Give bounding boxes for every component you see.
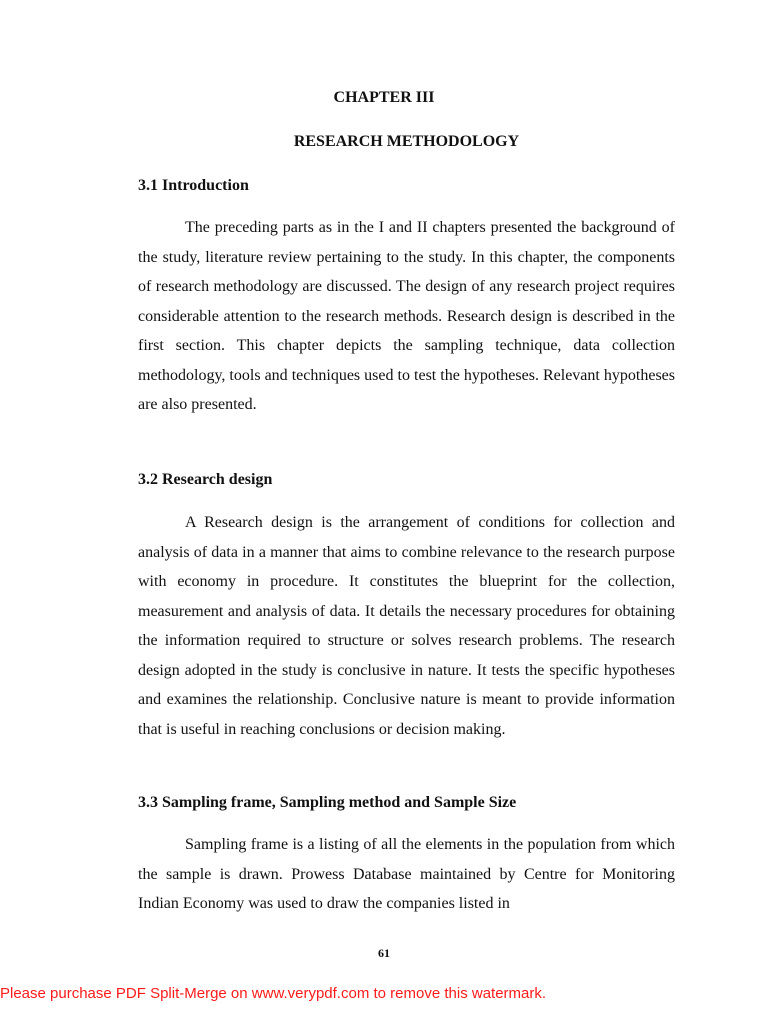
section-heading-introduction: 3.1 Introduction	[138, 177, 249, 194]
paragraph-research-design: A Research design is the arrangement of conditions for collection and analysis of data in a manner that aims to combine relevance to the research purpose with economy in procedure. It constitutes the blueprint for the collection, measurement and analysis of data. It details the necessary procedures for obtaining the information required to structure or solves research problems. The research design adopted in the study is conclusive in nature. It tests the specific hypotheses and examines the relationship. Conclusive nature is meant to provide information that is useful in reaching conclusions or decision making.	[138, 514, 675, 738]
chapter-title: RESEARCH METHODOLOGY	[293, 133, 520, 150]
chapter-number: CHAPTER III	[333, 89, 435, 106]
paragraph-introduction: The preceding parts as in the I and II chapters presented the background of the study, literature review pertaining to the study. In this chapter, the components of research methodology are discussed. The design of any research project requires considerable attention to the research methods. Research design is described in the first section. This chapter depicts the sampling technique, data collection methodology, tools and techniques used to test the hypotheses. Relevant hypotheses are also presented.	[138, 219, 675, 413]
watermark-text: Please purchase PDF Split-Merge on www.verypdf.com to remove this watermark.	[0, 985, 547, 1002]
section-heading-sampling: 3.3 Sampling frame, Sampling method and Sample Size	[138, 794, 517, 811]
paragraph-sampling: Sampling frame is a listing of all the elements in the population from which the sample is drawn. Prowess Database maintained by Centre for Monitoring Indian Economy was used to draw the companies listed in	[138, 836, 675, 912]
section-heading-research-design: 3.2 Research design	[138, 471, 273, 488]
page-number: 61	[378, 946, 390, 960]
